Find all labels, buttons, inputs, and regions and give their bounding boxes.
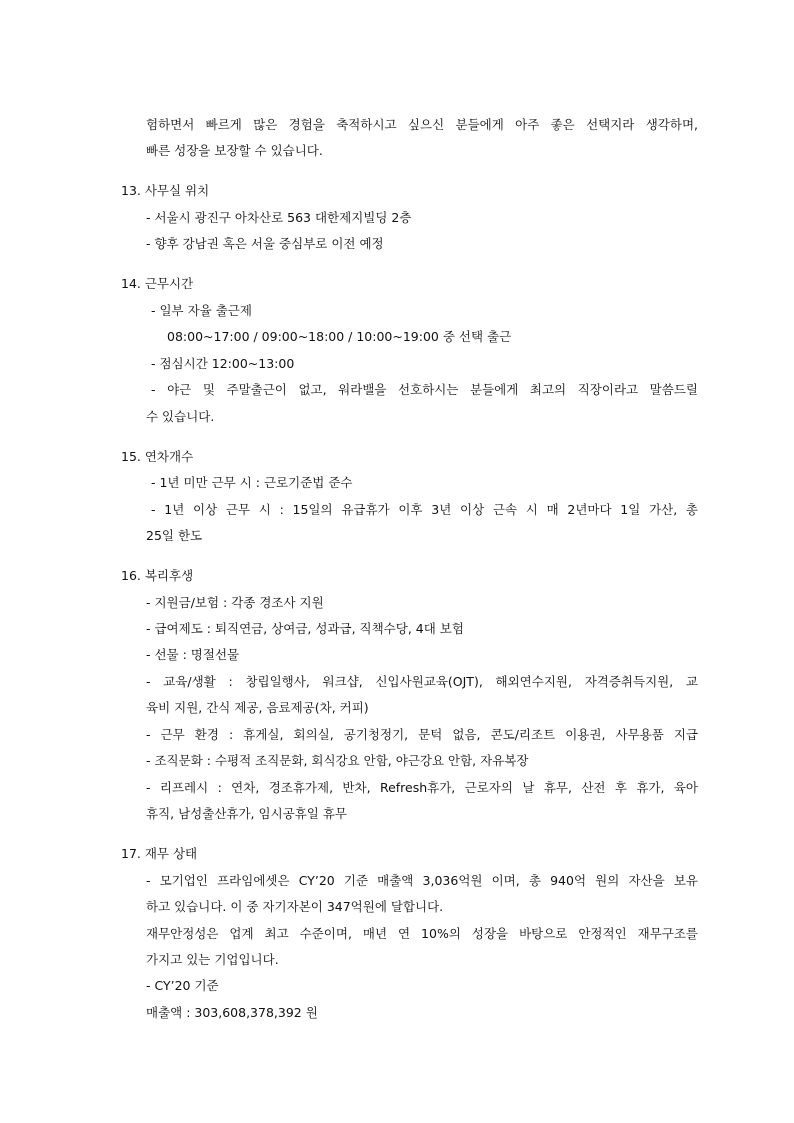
intro-line-2: 빠른 성장을 보장할 수 있습니다.	[146, 143, 323, 158]
section-16-item-4-line-2: 육비 지원, 간식 제공, 음료제공(차, 커피)	[146, 700, 369, 715]
section-16-item-5: - 근무 환경 : 휴게실, 회의실, 공기청정기, 문턱 없음, 콘도/리조트 이용권, 사무용품 지급	[146, 727, 698, 742]
section-16-item-4-line-1: - 교육/생활 : 창립일행사, 워크샵, 신입사원교육(OJT), 해외연수지원, 자격증취득지원, 교	[146, 674, 698, 689]
section-17-paragraph-line-2: 가지고 있는 기업입니다.	[146, 952, 279, 967]
section-16-heading: 16. 복리후생	[121, 568, 194, 583]
section-15-heading: 15. 연차개수	[121, 449, 194, 464]
section-17-item-1-line-2: 하고 있습니다. 이 중 자기자본이 347억원에 달합니다.	[146, 899, 444, 914]
section-14-item-2: - 점심시간 12:00~13:00	[151, 356, 295, 371]
section-15-item-2-line-1: - 1년 이상 근무 시 : 15일의 유급휴가 이후 3년 이상 근속 시 매 2년마다 1일 가산, 총	[151, 502, 698, 517]
section-13-heading: 13. 사무실 위치	[121, 183, 210, 198]
section-14-heading: 14. 근무시간	[121, 276, 194, 291]
section-17-paragraph-line-1: 재무안정성은 업계 최고 수준이며, 매년 연 10%의 성장을 바탕으로 안정적인 재무구조를	[146, 926, 698, 941]
section-15-item-1: - 1년 미만 근무 시 : 근로기준법 준수	[151, 475, 353, 490]
section-17-heading: 17. 재무 상태	[121, 846, 198, 861]
section-14-item-1-detail: 08:00~17:00 / 09:00~18:00 / 10:00~19:00 중 선택 출근	[167, 329, 512, 344]
section-16-item-2: - 급여제도 : 퇴직연금, 상여금, 성과급, 직책수당, 4대 보험	[146, 621, 464, 636]
section-14-item-1: - 일부 자율 출근제	[151, 303, 252, 318]
section-16-item-7-line-2: 휴직, 남성출산휴가, 임시공휴일 휴무	[146, 806, 347, 821]
section-15-item-2-line-2: 25일 한도	[146, 528, 203, 543]
section-16-item-1: - 지원금/보험 : 각종 경조사 지원	[146, 595, 324, 610]
section-16-item-7-line-1: - 리프레시 : 연차, 경조휴가제, 반차, Refresh휴가, 근로자의 날 휴무, 산전 후 휴가, 육아	[146, 780, 698, 795]
section-13-item-1: - 서울시 광진구 아차산로 563 대한제지빌딩 2층	[146, 210, 412, 225]
section-17-item-1-line-1: - 모기업인 프라임에셋은 CY’20 기준 매출액 3,036억원 이며, 총 940억 원의 자산을 보유	[146, 873, 698, 888]
section-16-item-6: - 조직문화 : 수평적 조직문화, 회식강요 안함, 야근강요 안함, 자유복장	[146, 753, 529, 768]
intro-line-1: 험하면서 빠르게 많은 경험을 축적하시고 싶으신 분들에게 아주 좋은 선택지라 생각하며,	[146, 117, 698, 132]
section-16-item-3: - 선물 : 명절선물	[146, 647, 240, 662]
section-17-item-2: - CY’20 기준	[146, 978, 219, 993]
section-14-item-3-line-1: - 야근 및 주말출근이 없고, 워라밸을 선호하시는 분들에게 최고의 직장이라고 말씀드릴	[151, 382, 698, 397]
section-17-revenue: 매출액 : 303,608,378,392 원	[146, 1005, 318, 1020]
section-14-item-3-line-2: 수 있습니다.	[146, 409, 215, 424]
section-13-item-2: - 향후 강남권 혹은 서울 중심부로 이전 예정	[146, 236, 384, 251]
